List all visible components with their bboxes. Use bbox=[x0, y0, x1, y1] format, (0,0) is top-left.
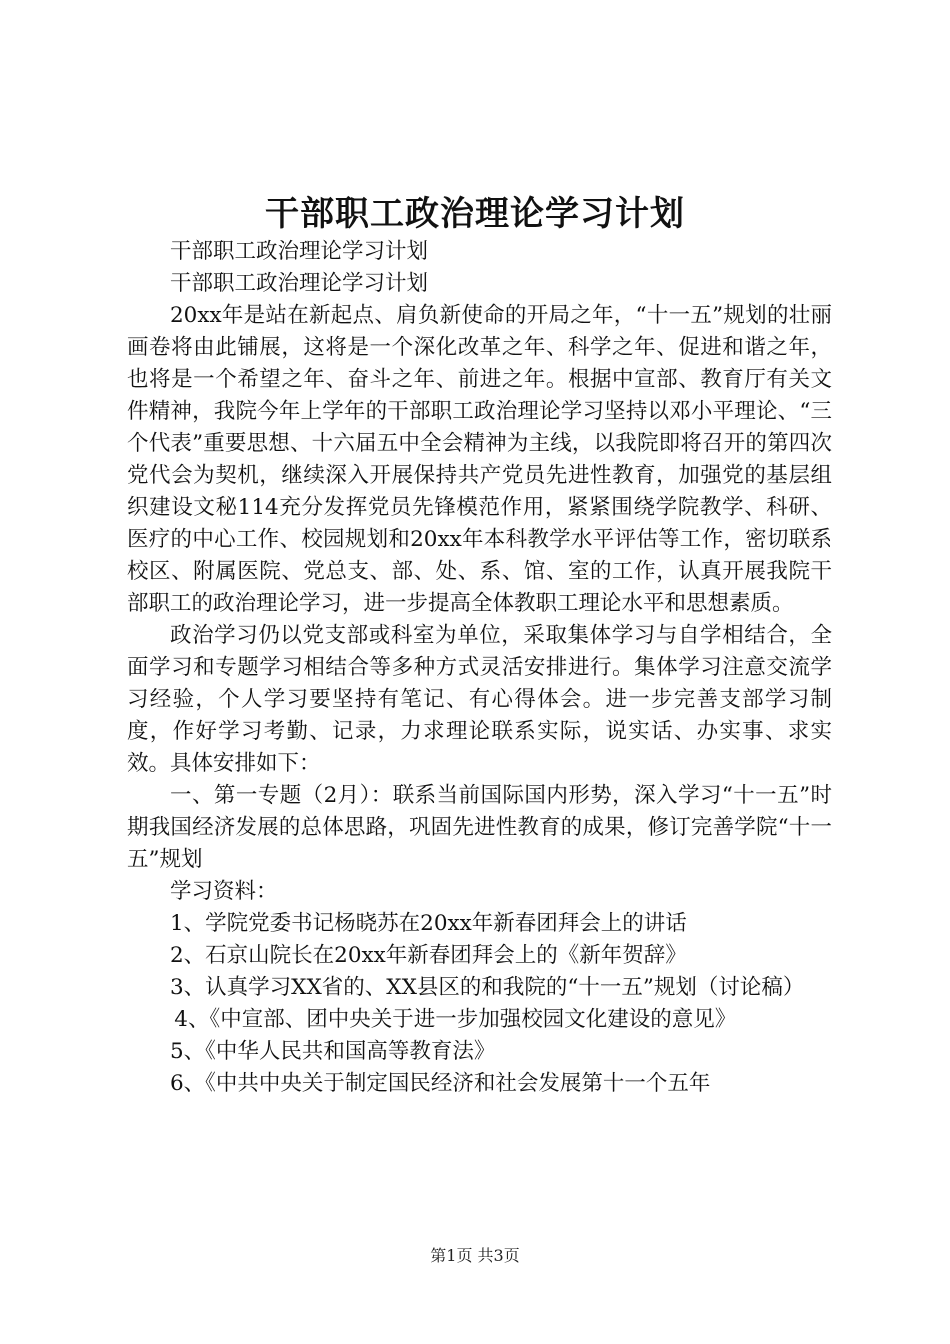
list-item: 1、学院党委书记杨晓苏在20xx年新春团拜会上的讲话 bbox=[170, 911, 687, 936]
paragraph-intro: 20xx年是站在新起点、肩负新使命的开局之年，“十一五”规划的壮丽画卷将由此铺展，这将是一个深化改革之年、科学之年、促进和谐之年，也将是一个希望之年、奋斗之年、前进之年。根据中宣部、教育厅有关文件精神，我院今年上学年的干部职工政治理论学习坚持以邓小平理论、“三个代表”重要思想、十六届五中全会精神为主线，以我院即将召开的第四次党代会为契机，继续深入开展保持共产党员先进性教育，加强党的基层组织建设文秘114充分发挥党员先锋模范作用，紧紧围绕学院教学、科研、医疗的中心工作、校园规划和20xx年本科教学水平评估等工作，密切联系校区、附属医院、党总支、部、处、系、馆、室的工作，认真开展我院干部职工的政治理论学习，进一步提高全体教职工理论水平和思想素质。 bbox=[127, 303, 832, 616]
list-item: 2、石京山院长在20xx年新春团拜会上的《新年贺辞》 bbox=[170, 943, 687, 968]
list-item: 6、《中共中央关于制定国民经济和社会发展第十一个五年 bbox=[170, 1071, 711, 1096]
list-item: 3、认真学习XX省的、XX县区的和我院的“十一五”规划（讨论稿） bbox=[170, 975, 805, 1000]
subtitle-line-1: 干部职工政治理论学习计划 bbox=[170, 239, 429, 264]
subtitle-line-2: 干部职工政治理论学习计划 bbox=[170, 271, 429, 296]
list-item: 5、《中华人民共和国高等教育法》 bbox=[170, 1039, 496, 1064]
document-title: 干部职工政治理论学习计划 bbox=[265, 194, 685, 234]
page-number-footer: 第1页 共3页 bbox=[430, 1246, 520, 1265]
materials-heading: 学习资料： bbox=[170, 879, 278, 904]
paragraph-method: 政治学习仍以党支部或科室为单位，采取集体学习与自学相结合，全面学习和专题学习相结合等多种方式灵活安排进行。集体学习注意交流学习经验，个人学习要坚持有笔记、有心得体会。进一步完善支部学习制度，作好学习考勤、记录，力求理论联系实际，说实话、办实事、求实效。具体安排如下： bbox=[127, 623, 832, 776]
document-body bbox=[127, 236, 832, 1100]
paragraph-topic-1: 一、第一专题（2月）：联系当前国际国内形势，深入学习“十一五”时期我国经济发展的总体思路，巩固先进性教育的成果，修订完善学院“十一五”规划 bbox=[127, 783, 832, 872]
list-item: 4、《中宣部、团中央关于进一步加强校园文化建设的意见》 bbox=[174, 1007, 737, 1032]
